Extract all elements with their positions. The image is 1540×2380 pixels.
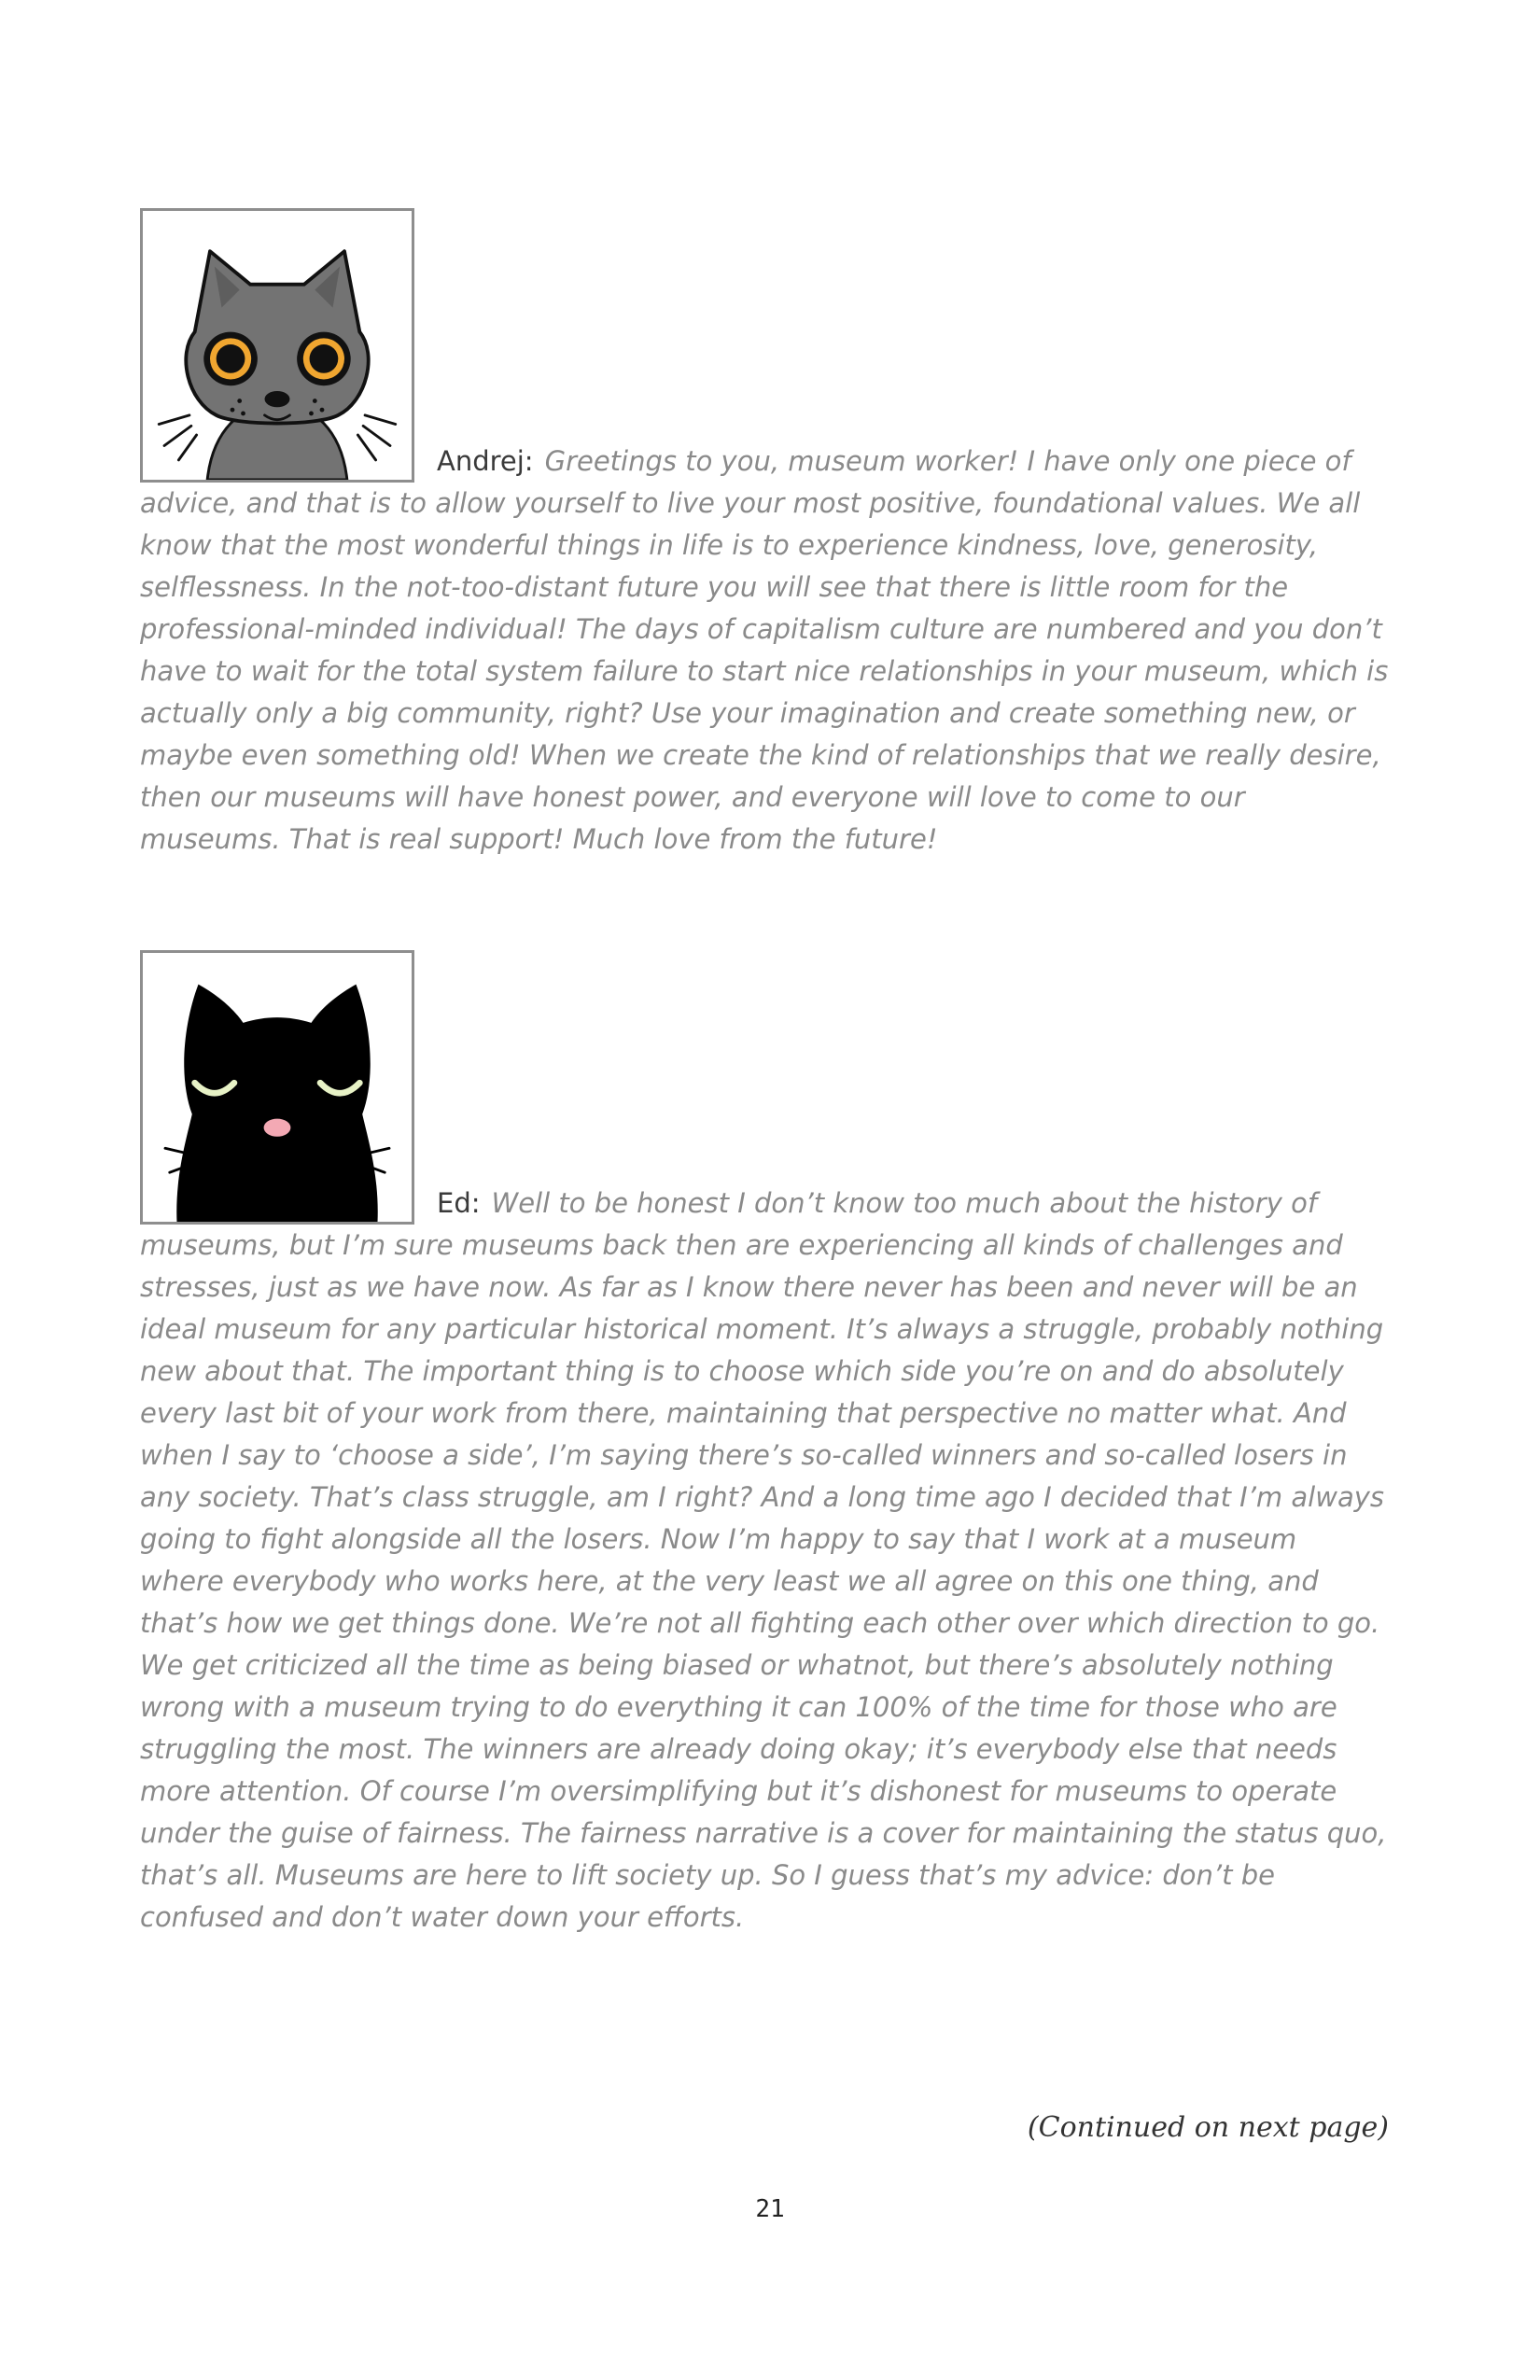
- page-number: 21: [755, 2195, 785, 2223]
- black-cat-icon: [143, 953, 412, 1222]
- speaker-name: Andrej:: [437, 445, 534, 477]
- avatar-ed: [140, 950, 414, 1225]
- speaker-name: Ed:: [437, 1187, 481, 1219]
- gray-cat-icon: [143, 211, 412, 480]
- entry-andrej: [140, 208, 1389, 861]
- continued-note: (Continued on next page): [1027, 2111, 1389, 2144]
- entry-body: Well to be honest I don’t know too much about the history of museums, but I’m sure museums back then are experiencing all kinds of challenges and stresses, just as we have now. As far as I know there never has been and never will be an ideal museum for any particular historical moment. It’s always a struggle, probably nothing new about that. The important thing is to choose which side you’re on and do absolutely every last bit of your work from there, maintaining that perspective no matter what. And when I say to ‘choose a side’, I’m saying there’s so-called winners and so-called losers in any society. That’s class struggle, am I right? And a long time ago I decided that I’m always going to fight alongside all the losers. Now I’m happy to say that I work at a museum where everybody who works here, at the very least we all agree on this one thing, and that’s how we get things done. We’re not all fighting each other over which direction to go. We get criticized all the time as being biased or whatnot, but there’s absolutely nothing wrong with a museum trying to do everything it can 100% of the time for those who are struggling the most. The winners are already doing okay; it’s everybody else that needs more attention. Of course I’m oversimplifying but it’s dishonest for museums to operate under the guise of fairness. The fairness narrative is a cover for maintaining the status quo, that’s all. Museums are here to lift society up. So I guess that’s my advice: don’t be confused and don’t water down your efforts.: [140, 1187, 1387, 1933]
- avatar-andrej: [140, 208, 414, 483]
- entry-ed: [140, 950, 1389, 1939]
- entry-body: Greetings to you, museum worker! I have only one piece of advice, and that is to allow yourself to live your most positive, foundational values. We all know that the most wonderful things in life is to experience kindness, love, generosity, selflessness. In the not-too-distant future you will see that there is little room for the professional-minded individual! The days of capitalism culture are numbered and you don’t have to wait for the total system failure to start nice relationships in your museum, which is actually only a big community, right? Use your imagination and create something new, or maybe even something old! When we create the kind of relationships that we really desire, then our museums will have honest power, and everyone will love to come to our museums. That is real support! Much love from the future!: [140, 445, 1389, 855]
